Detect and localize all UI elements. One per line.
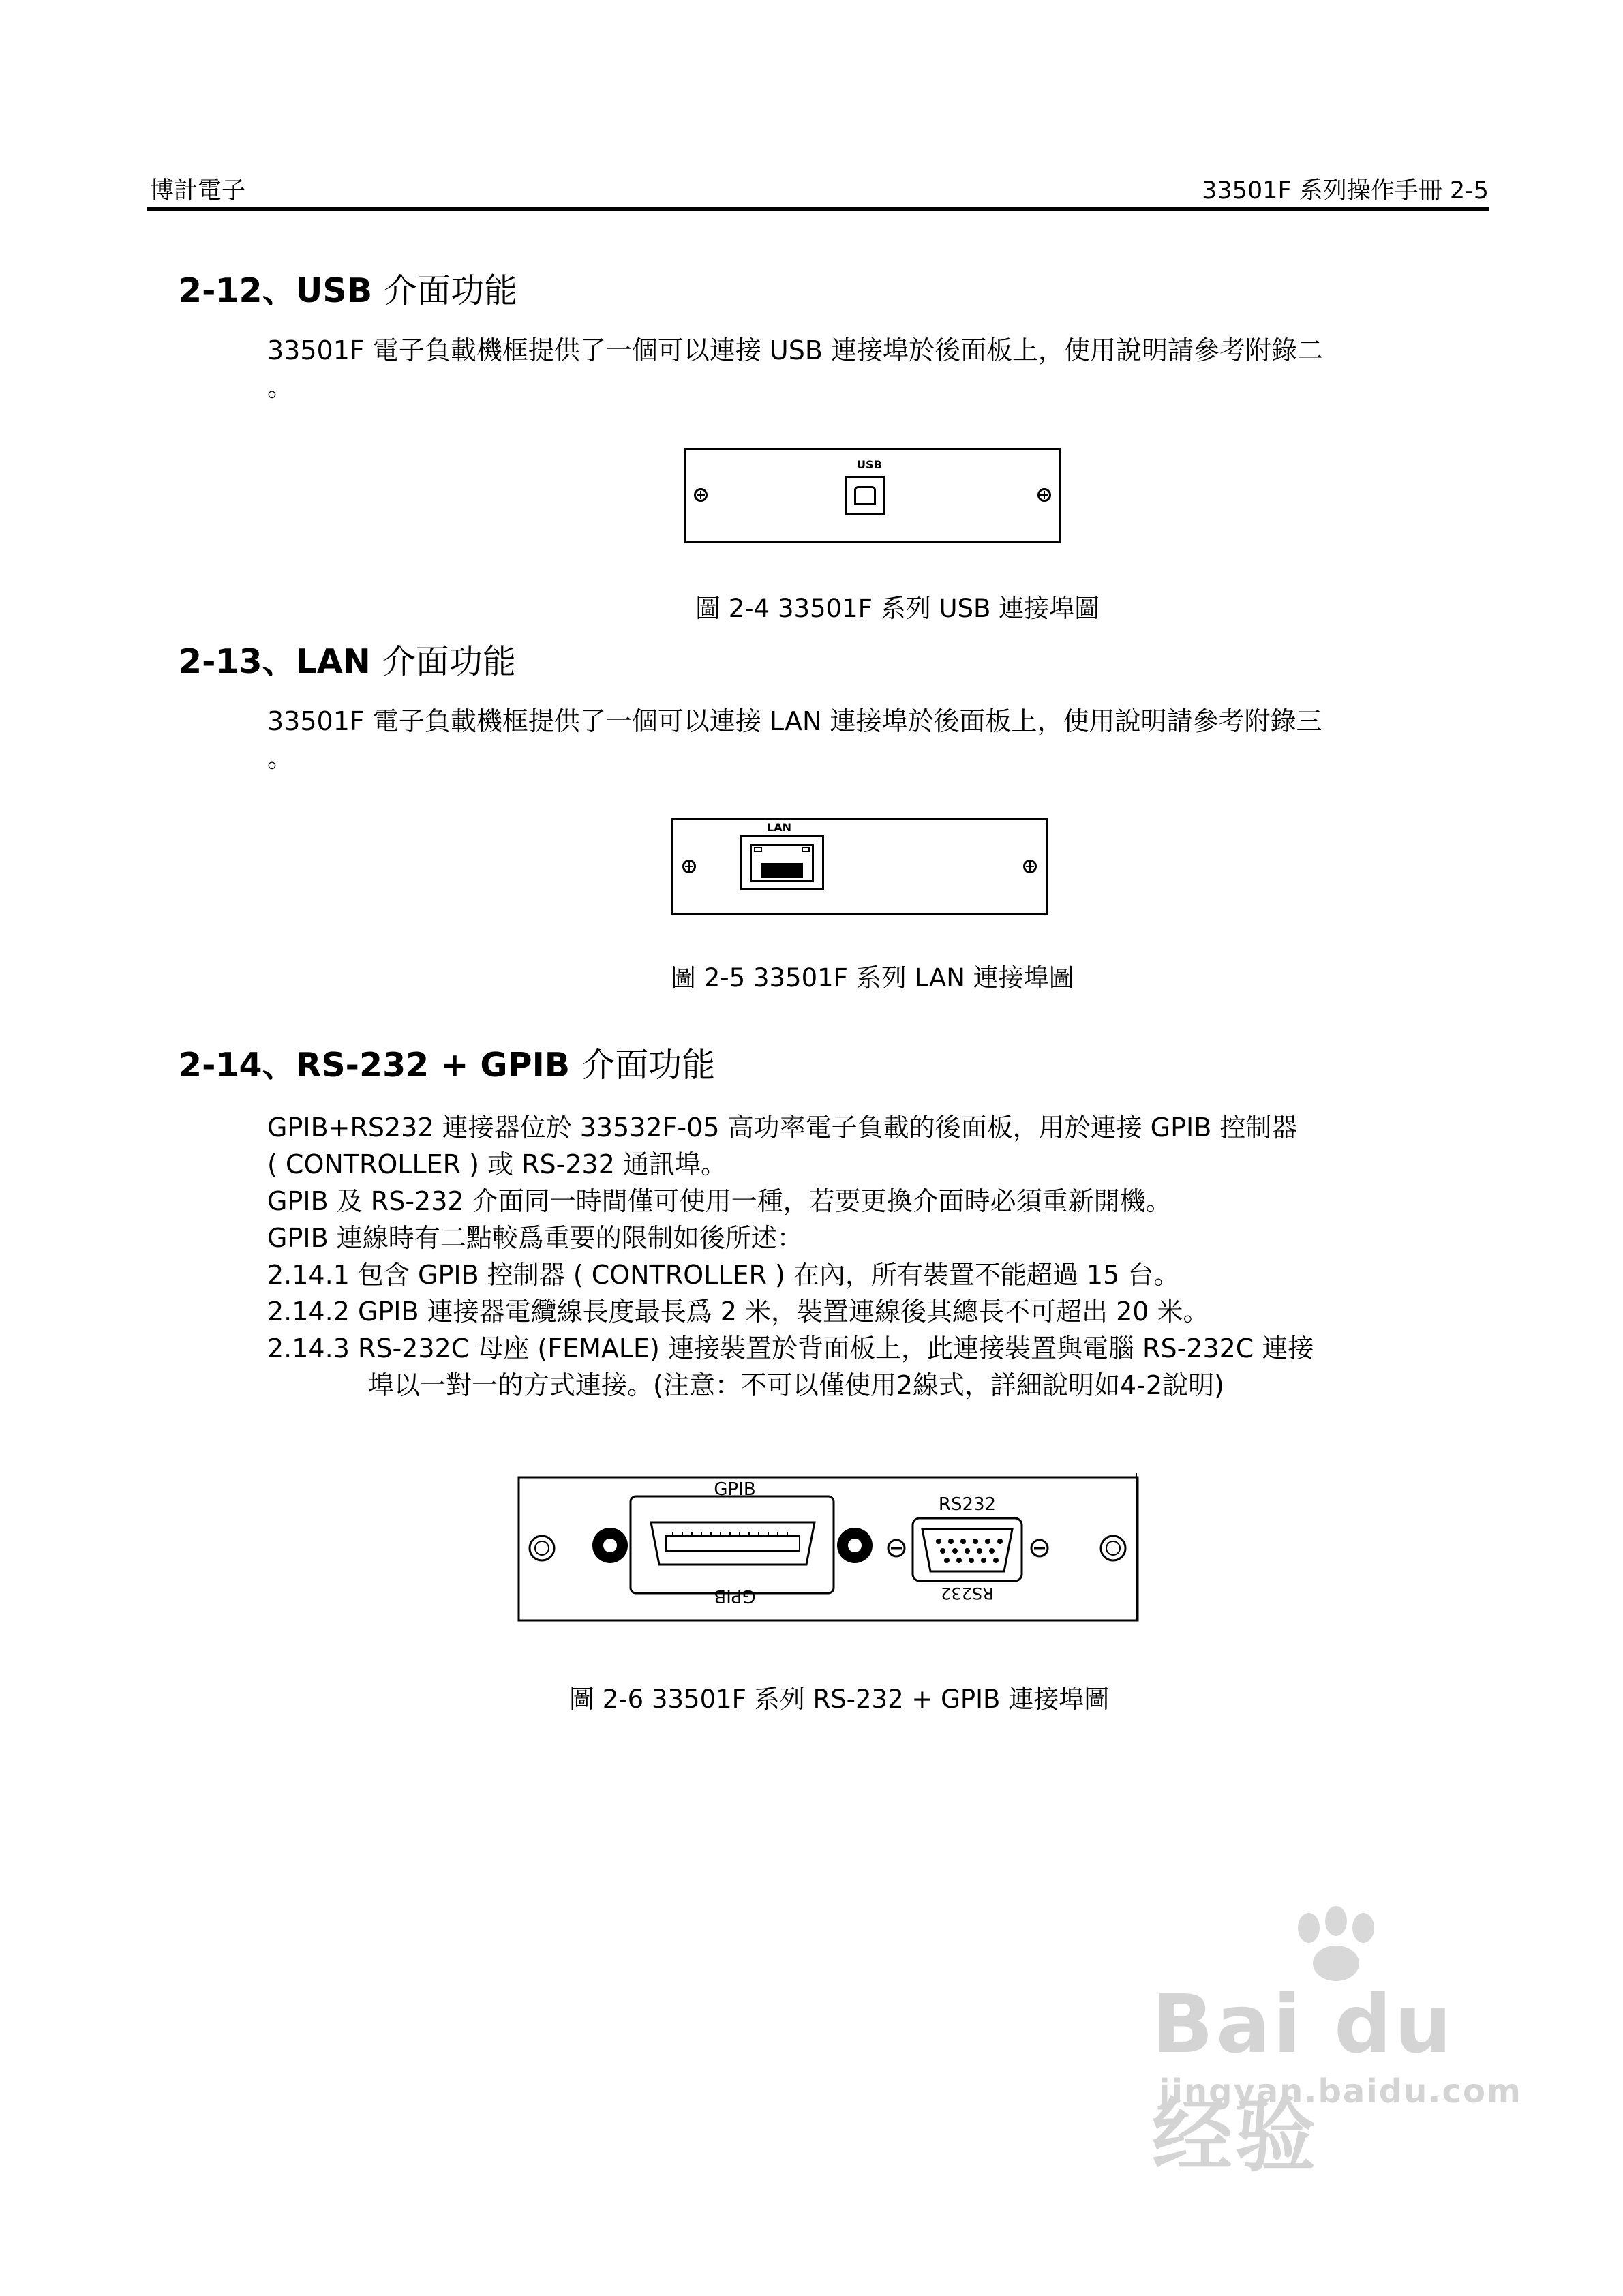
section-number: 2-12、USB [179, 271, 373, 310]
section-title-usb [179, 265, 517, 312]
gpib-item-2-14-1: 2.14.1 包含 GPIB 控制器 ( CONTROLLER ) 在內，所有裝置不能超過 15 台。 [267, 1260, 1180, 1290]
usb-panel-figure [684, 448, 1061, 543]
lan-port-label: LAN [767, 821, 791, 834]
screw-icon [1023, 860, 1037, 873]
lan-paragraph-line-2: 。 [267, 743, 294, 773]
baidu-watermark [1152, 1909, 1561, 2183]
section-heading-text: 介面功能 [581, 1046, 716, 1085]
usb-paragraph-line-1: 33501F 電子負載機框提供了一個可以連接 USB 連接埠於後面板上，使用說明請參考附錄二 [267, 335, 1323, 365]
section-heading-text: 介面功能 [382, 642, 516, 681]
gpib-item-2-14-2: 2.14.2 GPIB 連接器電纜線長度最長爲 2 米，裝置連線後其總長不可超出 20 米。 [267, 1297, 1209, 1327]
figure-caption-2-4: 圖 2-4 33501F 系列 USB 連接埠圖 [695, 594, 1100, 623]
watermark-brand: Bai du 经验 [1152, 1977, 1455, 2183]
lan-panel-figure [671, 818, 1048, 915]
gpib-label-top: GPIB [714, 1479, 756, 1500]
gpib-item-2-14-3-cont: 埠以一對一的方式連接。(注意：不可以僅使用2線式，詳細說明如4-2說明) [368, 1370, 1224, 1400]
gpib-item-2-14-3: 2.14.3 RS-232C 母座 (FEMALE) 連接裝置於背面板上，此連接裝置與電腦 RS-232C 連接 [267, 1333, 1314, 1363]
lan-port-icon [740, 835, 824, 890]
rs232-label-top: RS232 [938, 1494, 997, 1515]
section-number: 2-13、LAN [179, 642, 371, 681]
section-title-gpib [179, 1039, 715, 1087]
rs232-label-bottom: RS232 [941, 1584, 994, 1603]
gpib-rs232-panel-figure [515, 1469, 1142, 1626]
gpib-line-1: GPIB+RS232 連接器位於 33532F-05 高功率電子負載的後面板，用於連接 GPIB 控制器 [267, 1113, 1298, 1143]
header-divider [147, 207, 1489, 211]
gpib-line-4: GPIB 連線時有二點較爲重要的限制如後所述： [267, 1223, 803, 1253]
watermark-url: jingyan.baidu.com [1159, 2072, 1522, 2111]
gpib-thumbscrew-left [592, 1528, 628, 1563]
section-heading-text: 介面功能 [384, 271, 518, 310]
header-company: 博計電子 [150, 177, 246, 205]
gpib-line-2: ( CONTROLLER ) 或 RS-232 通訊埠。 [267, 1149, 727, 1179]
gpib-line-3: GPIB 及 RS-232 介面同一時間僅可使用一種，若要更換介面時必須重新開機。 [267, 1186, 1172, 1216]
gpib-thumbscrew-right [837, 1528, 873, 1563]
section-number: 2-14、RS-232 + GPIB [179, 1046, 571, 1085]
screw-icon [694, 488, 708, 502]
gpib-label-bottom: GPIB [714, 1586, 756, 1606]
paw-logo-icon [1281, 1909, 1391, 1984]
header-manual-title: 33501F 系列操作手冊 2-5 [1202, 177, 1489, 205]
figure-caption-2-6: 圖 2-6 33501F 系列 RS-232 + GPIB 連接埠圖 [569, 1685, 1110, 1714]
lan-paragraph-line-1: 33501F 電子負載機框提供了一個可以連接 LAN 連接埠於後面板上，使用說明請參考附錄三 [267, 706, 1322, 736]
usb-port-icon [845, 476, 885, 515]
figure-caption-2-5: 圖 2-5 33501F 系列 LAN 連接埠圖 [671, 963, 1074, 993]
screw-icon [1037, 488, 1051, 502]
usb-paragraph-line-2: 。 [267, 372, 294, 402]
screw-icon [682, 860, 696, 873]
section-title-lan [179, 635, 516, 683]
usb-port-label: USB [857, 458, 882, 471]
